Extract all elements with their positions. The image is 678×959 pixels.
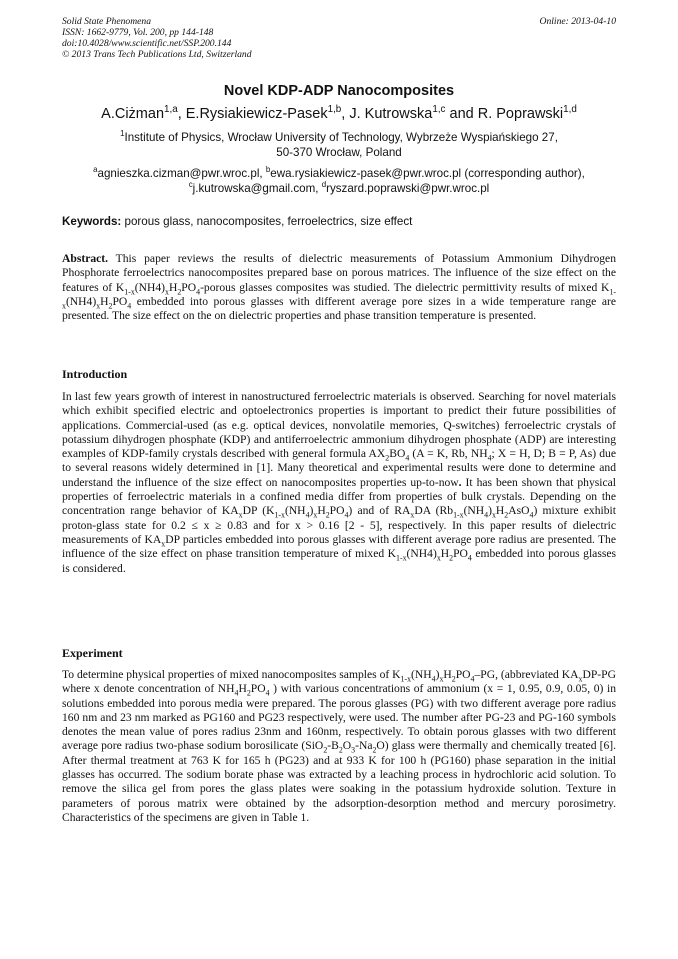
author-separator: and [445,106,478,122]
experiment-text: To determine physical properties of mixed nanocomposites samples of $K_{1-x}(NH_4)_xH_2PO_4-PG$, (abbreviated $KA_xDP-PG$ where x denote concentration of $NH_4H_2PO_4$ ) with various concentrations of ammonium (x = 1, 0.95, 0.9, 0.05, 0) in solutions embedded into porous media were prepared. The porous glasses (PG) with two different average pore radius 160 nm and 23 nm marked as PG160 and PG23 respectively, were used. The number after PG-23 and PG-160 symbols denotes the mean value of pores radius 23nm and 160nm, respectively. To obtain porous glasses with two different average pore radius two-phase sodium borosilicate $(SiO_2-B_2O_3-Na_2O)$ glass were thermally and chemically treated [6]. After thermal treatment at 763 K for 165 h (PG23) and at 933 K for 100 h (PG160) phase separation in the initial glasses has occurred. The sodium borate phase was extracted by a leaching process in hydrochloric acid solution. To remove the silica gel from pores the glass plates were soaking in the potassium hydroxide solution. Texture in parameters of porous matrix were obtained by the adsorption-desorption method and mercury porosimetry. Characteristics of the specimens are given in Table 1. [62,668,617,824]
online-date: Online: 2013-04-10 [539,16,616,27]
journal-name: Solid State Phenomena [62,16,151,27]
abstract [62,252,616,323]
email-address: ryszard.poprawski@pwr.wroc.pl [326,181,490,195]
email-address: agnieszka.cizman@pwr.wroc.pl, [97,167,266,180]
affiliation-line-1: Institute of Physics, Wrocław University of Technology, Wybrzeże Wyspiańskiego 27, [124,131,558,144]
author-affiliation-mark: 1,c [432,104,446,116]
affiliation-line-2: 50-370 Wrocław, Poland [276,145,402,159]
abstract-label: Abstract. [62,252,109,265]
email-mark: a [93,165,98,175]
author-separator: , [177,106,186,122]
email-mark: c [188,179,193,189]
email-address: ewa.rysiakiewicz-pasek@pwr.wroc.pl (corresponding author), [270,167,585,180]
affiliation-mark: 1 [120,129,125,139]
abstract-text: This paper reviews the results of dielectric measurements of Potassium Ammonium Dihydrogen Phosphorate ferroelectrics nanocomposites prepared base on porous matrices. The influence of the size effect on the features of $K_{1-x}(NH4)_xH_2PO_4$-porous glasses composites was studied. The dielectric permittivity results of mixed $K_{1-x}(NH4)_xH_2PO_4$ embedded into porous glasses with different average pore sizes in a wide temperature range are presented. The size effect on the on dielectric properties and phase transition temperature is presented. [62,252,616,323]
author-name: R. Poprawski [477,106,564,122]
introduction-text: In last few years growth of interest in nanostructured ferroelectric materials is observed. Searching for novel materials which exhibit specified electric and optoelectronics properties is important to predict their future possibilities of applications. Commercial-used (as e.g. optical devices, nonvolatile memories, Q-switches) ferroelectric crystals of potassium dihydrogen phosphate (KDP) and antiferroelectric ammonium dihydrogen phosphate (ADP) are interesting examples of KDP-family crystals described with general formula $AX_2BO_4$ (A = K, Rb, $NH_4$; X = H, D; B = P, As) due to several reasons widely determined in [1]. Many theoretical and experimental results were done to determine and understand the influence of the size effect on nanocomposites properties up-to-now. It has been shown that physical properties of ferroelectric materials in a confined media differ from properties of bulk crystals. Depending on the concentration range behavior of $KA_xDP$ $(K_{1-x}(NH_4)_xH_2PO_4)$ and of $RA_xDA$ $(Rb_{1-x}(NH_4)_xH_2AsO_4)$ mixture exhibit proton-glass state for 0.2 ≤ x ≥ 0.83 and for x > 0.16 [2 - 5], respectively. In this paper results of dielectric measurements of $KA_xDP$ particles embedded into porous glasses with different average pore radius are presented. The influence of the size effect on phase transition temperature of mixed $K_{1-x}(NH4)_xH_2PO_4$ embedded into porous glasses is considered. [62,390,617,575]
author-affiliation-mark: 1,d [563,104,577,116]
paper-title: Novel KDP-ADP Nanocomposites [223,83,455,99]
keywords [62,215,616,228]
author-name: J. Kutrowska [349,106,433,122]
author-separator: , [341,106,350,122]
journal-header [62,16,616,60]
author-list [62,106,616,122]
author-affiliation-mark: 1,b [327,104,342,116]
journal-doi: doi:10.4028/www.scientific.net/SSP.200.144 [62,38,232,49]
email-mark: d [321,179,327,189]
journal-issn: ISSN: 1662-9779, Vol. 200, pp 144-148 [62,27,214,38]
author-affiliation-mark: 1,a [164,104,178,116]
author-name: E.Rysiakiewicz-Pasek [185,106,328,122]
keywords-label: Keywords: [62,215,122,228]
experiment-heading: Experiment [62,646,123,660]
author-name: A.Ciżman [101,106,165,122]
journal-copyright: © 2013 Trans Tech Publications Ltd, Switzerland [62,49,252,60]
affiliation [62,131,616,160]
keywords-text: porous glass, nanocomposites, ferroelectrics, size effect [121,215,413,228]
email-address: j.kutrowska@gmail.com, [192,181,322,195]
introduction-heading: Introduction [62,367,128,381]
author-emails [62,167,616,196]
email-mark: b [265,165,271,175]
